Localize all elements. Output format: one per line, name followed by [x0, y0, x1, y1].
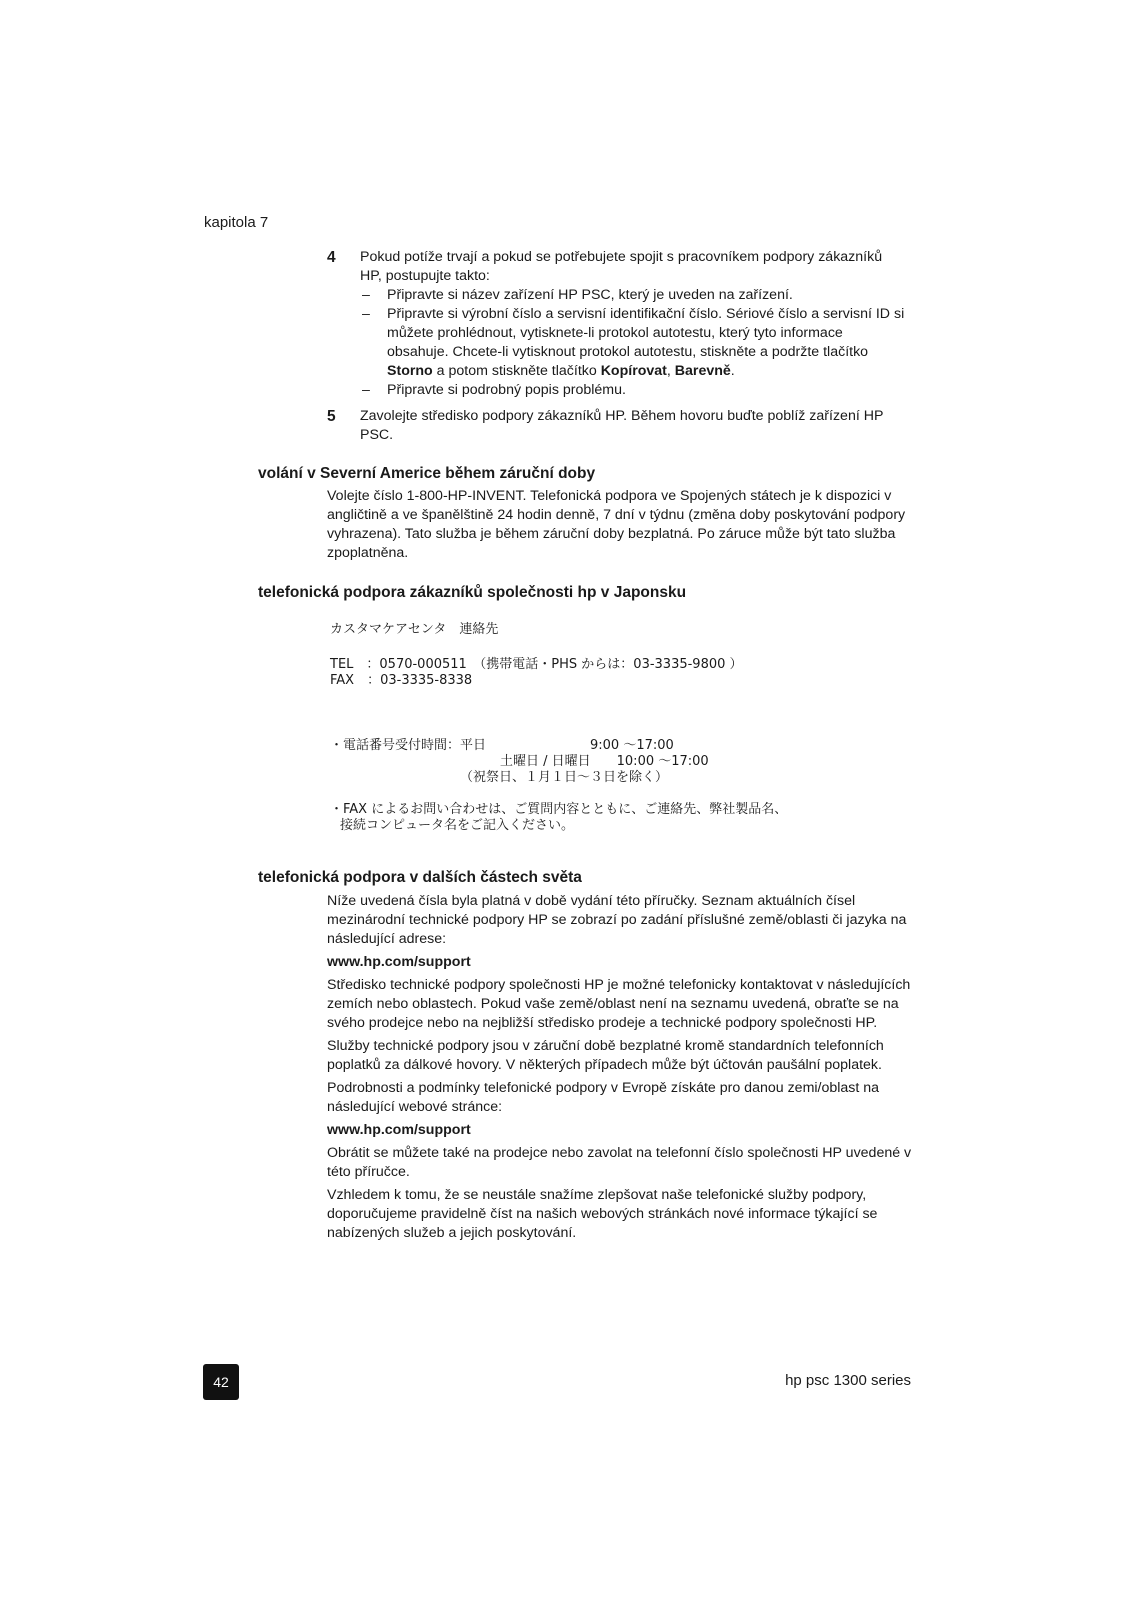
japan-contact-block — [330, 618, 850, 833]
bullet-dash: – — [362, 287, 370, 303]
paragraph-world — [327, 892, 917, 1247]
heading-japan: telefonická podpora zákazníků společnosti hp v Japonsku — [258, 584, 687, 601]
paragraph: Podrobnosti a podmínky telefonické podpory v Evropě získáte pro danou zemi/oblast na následující webové stránce: — [327, 1080, 880, 1115]
storno-button-label: Storno — [387, 363, 433, 379]
paragraph: Obrátit se můžete také na prodejce nebo zavolat na telefonní číslo společnosti HP uvedené v této příručce. — [327, 1145, 912, 1180]
step-intro: Pokud potíže trvají a pokud se potřebujete spojit s pracovníkem podpory zákazníků HP, postupujte takto: — [360, 249, 883, 284]
support-link[interactable]: www.hp.com/support — [327, 954, 471, 970]
list-item — [360, 286, 907, 305]
step-4 — [327, 248, 907, 400]
jp-holidays: （祝祭日、１月１日～３日を除く） — [460, 770, 669, 785]
paragraph: Volejte číslo 1-800-HP-INVENT. Telefonická podpora ve Spojených státech je k dispozici v angličtině a ve španělštině 24 hodin denně, 7 dní v týdnu (změna doby poskytování podpory vyhrazena). Tato služba je během záruční doby bezplatná. Po záruce může být tato služba zpoplatněna. — [327, 488, 906, 561]
bullet-text: Připravte si název zařízení HP PSC, který je uveden na zařízení. — [387, 287, 793, 303]
bullet-text: , — [666, 363, 675, 379]
jp-fax-note-2: 接続コンピュータ名をご記入ください。 — [340, 818, 575, 833]
support-link[interactable]: www.hp.com/support — [327, 1122, 471, 1138]
bullet-dash: – — [362, 306, 370, 322]
jp-fax: FAX ：03-3335-8338 — [330, 673, 473, 688]
jp-title: カスタマケアセンタ 連絡先 — [330, 622, 499, 637]
jp-hours-weekday: ・電話番号受付時間：平日 9:00 ～17:00 — [330, 738, 674, 753]
step-5 — [327, 407, 907, 445]
bullet-text: Připravte si výrobní číslo a servisní identifikační číslo. Sériové číslo a servisní ID si můžete prohlédnout, vytisknete-li protokol autotestu, který tyto informace obsahuje. Chcete-li vytisknout protokol autotestu, stiskněte a podržte tlačítko — [387, 306, 905, 360]
jp-fax-note: ・FAX によるお問い合わせは、ご質問内容とともに、ご連絡先、弊社製品名、 — [330, 802, 788, 817]
bullet-text: Připravte si podrobný popis problému. — [387, 382, 626, 398]
color-button-label: Barevně — [674, 363, 731, 379]
paragraph: Níže uvedená čísla byla platná v době vydání této příručky. Seznam aktuálních čísel mezinárodní technické podpory HP se zobrazí po zadání příslušné země/oblasti či jazyka na následující adrese: — [327, 893, 907, 947]
step-number: 5 — [327, 408, 336, 425]
jp-hours-weekend: 土曜日 / 日曜日 10:00 ～17:00 — [500, 754, 709, 769]
jp-tel: TEL ：0570-000511 （携帯電話・PHS からは：03-3335-9800 ） — [330, 657, 743, 672]
page-number-badge: 42 — [203, 1364, 239, 1400]
bullet-dash: – — [362, 382, 370, 398]
paragraph-north-america — [327, 487, 917, 567]
step-text: Zavolejte středisko podpory zákazníků HP. Během hovoru buďte poblíž zařízení HP PSC. — [360, 408, 884, 443]
bullet-text: . — [730, 363, 735, 379]
step-number: 4 — [327, 249, 336, 266]
bullet-text: a potom stiskněte tlačítko — [432, 363, 601, 379]
heading-world: telefonická podpora v dalších částech světa — [258, 869, 582, 886]
paragraph: Středisko technické podpory společnosti HP je možné telefonicky kontaktovat v následujících zemích nebo oblastech. Pokud vaše země/oblast není na seznamu uvedená, obraťte se na svého prodejce nebo na nejbližší středisko prodeje a technické podpory společnosti HP. — [327, 977, 911, 1031]
copy-button-label: Kopírovat — [600, 363, 667, 379]
list-item — [360, 381, 907, 400]
paragraph: Služby technické podpory jsou v záruční době bezplatné kromě standardních telefonních poplatků za dálkové hovory. V některých případech může být účtován paušální poplatek. — [327, 1038, 884, 1073]
heading-north-america: volání v Severní Americe během záruční doby — [258, 465, 596, 482]
chapter-label: kapitola 7 — [204, 214, 269, 231]
list-item — [360, 305, 907, 381]
paragraph: Vzhledem k tomu, že se neustále snažíme zlepšovat naše telefonické služby podpory, doporučujeme pravidelně číst na našich webových stránkách nové informace týkající se nabízených služeb a jejich poskytování. — [327, 1187, 878, 1241]
product-name: hp psc 1300 series — [785, 1372, 911, 1389]
